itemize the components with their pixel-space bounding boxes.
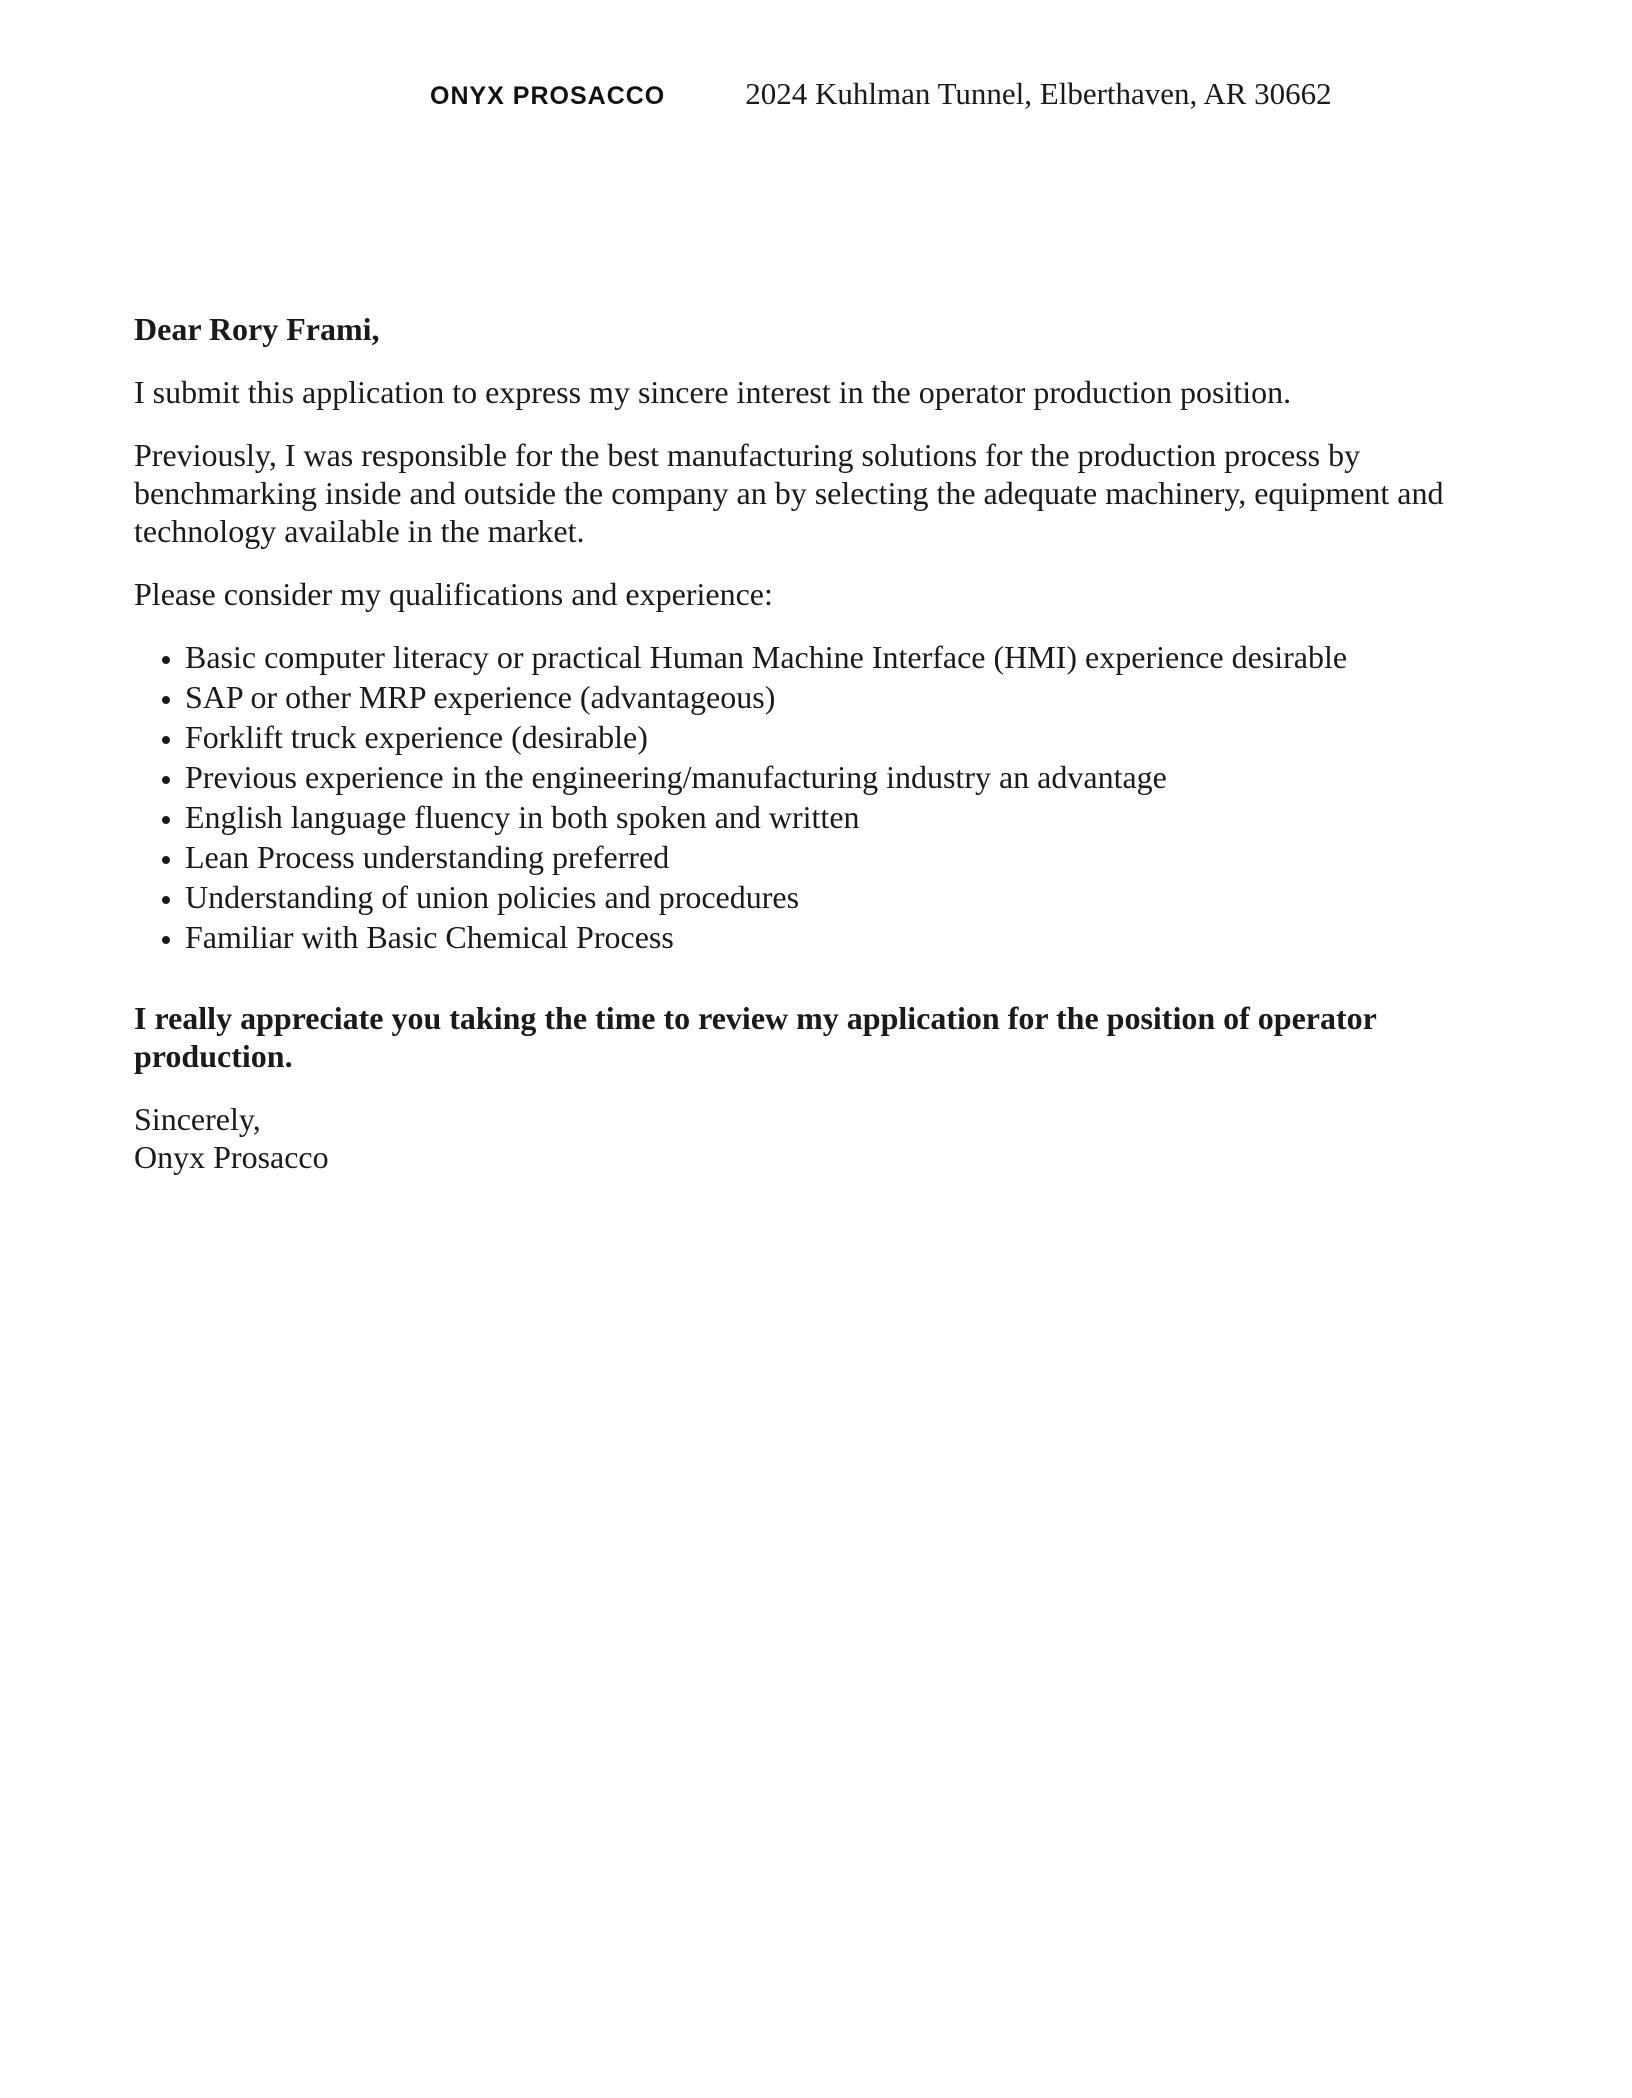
qualification-item: • Familiar with Basic Chemical Process [185, 918, 1454, 956]
qualifications-list [134, 638, 1454, 956]
letter-body [134, 310, 1454, 1176]
salutation: Dear Rory Frami, [134, 311, 380, 347]
qualifications-intro: Please consider my qualifications and experience: [134, 576, 773, 612]
letter-header [0, 76, 1632, 112]
closing-paragraph: I really appreciate you taking the time to review my application for the position of operator production. [134, 1000, 1377, 1074]
qualification-item: • English language fluency in both spoken and written [185, 798, 1454, 836]
qualification-item: • Lean Process understanding preferred [185, 838, 1454, 876]
qualification-item: • Previous experience in the engineering/manufacturing industry an advantage [185, 758, 1454, 796]
signoff: Sincerely, [134, 1101, 261, 1137]
qualification-item: • Understanding of union policies and procedures [185, 878, 1454, 916]
qualification-item: • SAP or other MRP experience (advantageous) [185, 678, 1454, 716]
company-name: ONYX PROSACCO [430, 82, 666, 110]
qualification-item: • Basic computer literacy or practical Human Machine Interface (HMI) experience desirable [185, 638, 1454, 676]
header-address: 2024 Kuhlman Tunnel, Elberthaven, AR 30662 [745, 76, 1332, 111]
signature-name: Onyx Prosacco [134, 1139, 329, 1175]
experience-paragraph: Previously, I was responsible for the best manufacturing solutions for the production process by benchmarking inside and outside the company an by selecting the adequate machinery, equipment and technology available in the market. [134, 437, 1444, 549]
intro-paragraph: I submit this application to express my sincere interest in the operator production position. [134, 374, 1292, 410]
signature-block [134, 1100, 1454, 1176]
qualification-item: • Forklift truck experience (desirable) [185, 718, 1454, 756]
